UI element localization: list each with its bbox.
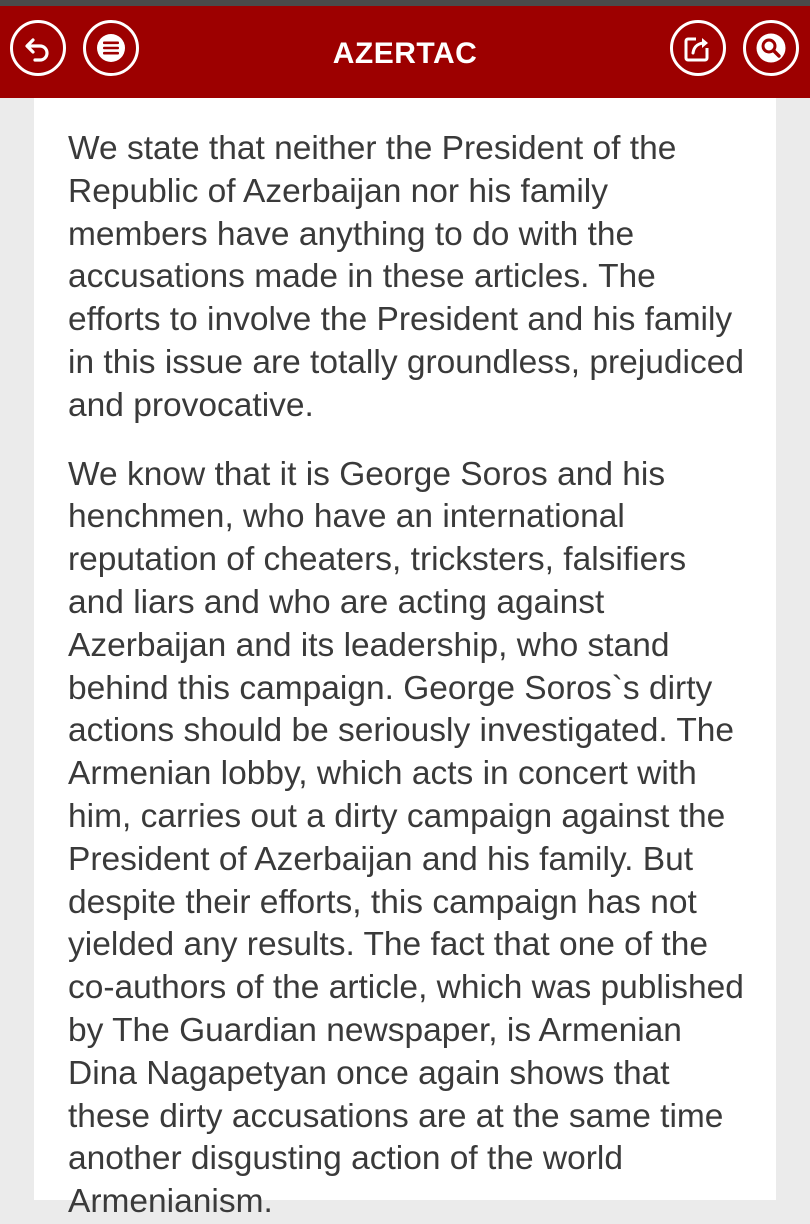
article-paragraph-1: We state that neither the President of the Republic of Azerbaijan nor his family members have anything to do with the accusations made in these articles. The efforts to involve the President and his family in this issue are totally groundless, prejudiced and provocative. bbox=[68, 130, 744, 424]
search-button[interactable] bbox=[743, 20, 799, 76]
article-card bbox=[34, 98, 776, 1221]
share-button[interactable] bbox=[670, 20, 726, 76]
search-icon bbox=[755, 32, 787, 64]
share-icon bbox=[682, 32, 714, 64]
app-header bbox=[0, 6, 810, 98]
app-title: AZERTAC bbox=[332, 37, 478, 70]
article-paragraph-2: We know that it is George Soros and his henchmen, who have an international reputation of cheaters, tricksters, falsifiers and liars and who are acting against Azerbaijan and its leadership, who stand behind this campaign. George Soros`s dirty actions should be seriously investigated. The Armenian lobby, which acts in concert with him, carries out a dirty campaign against the President of Azerbaijan and his family. But despite their efforts, this campaign has not yielded any results. The fact that one of the co-authors of the article, which was published by The Guardian newspaper, is Armenian Dina Nagapetyan once again shows that these dirty accusations are at the same time another disgusting action of the world Armenianism. bbox=[68, 455, 744, 1221]
